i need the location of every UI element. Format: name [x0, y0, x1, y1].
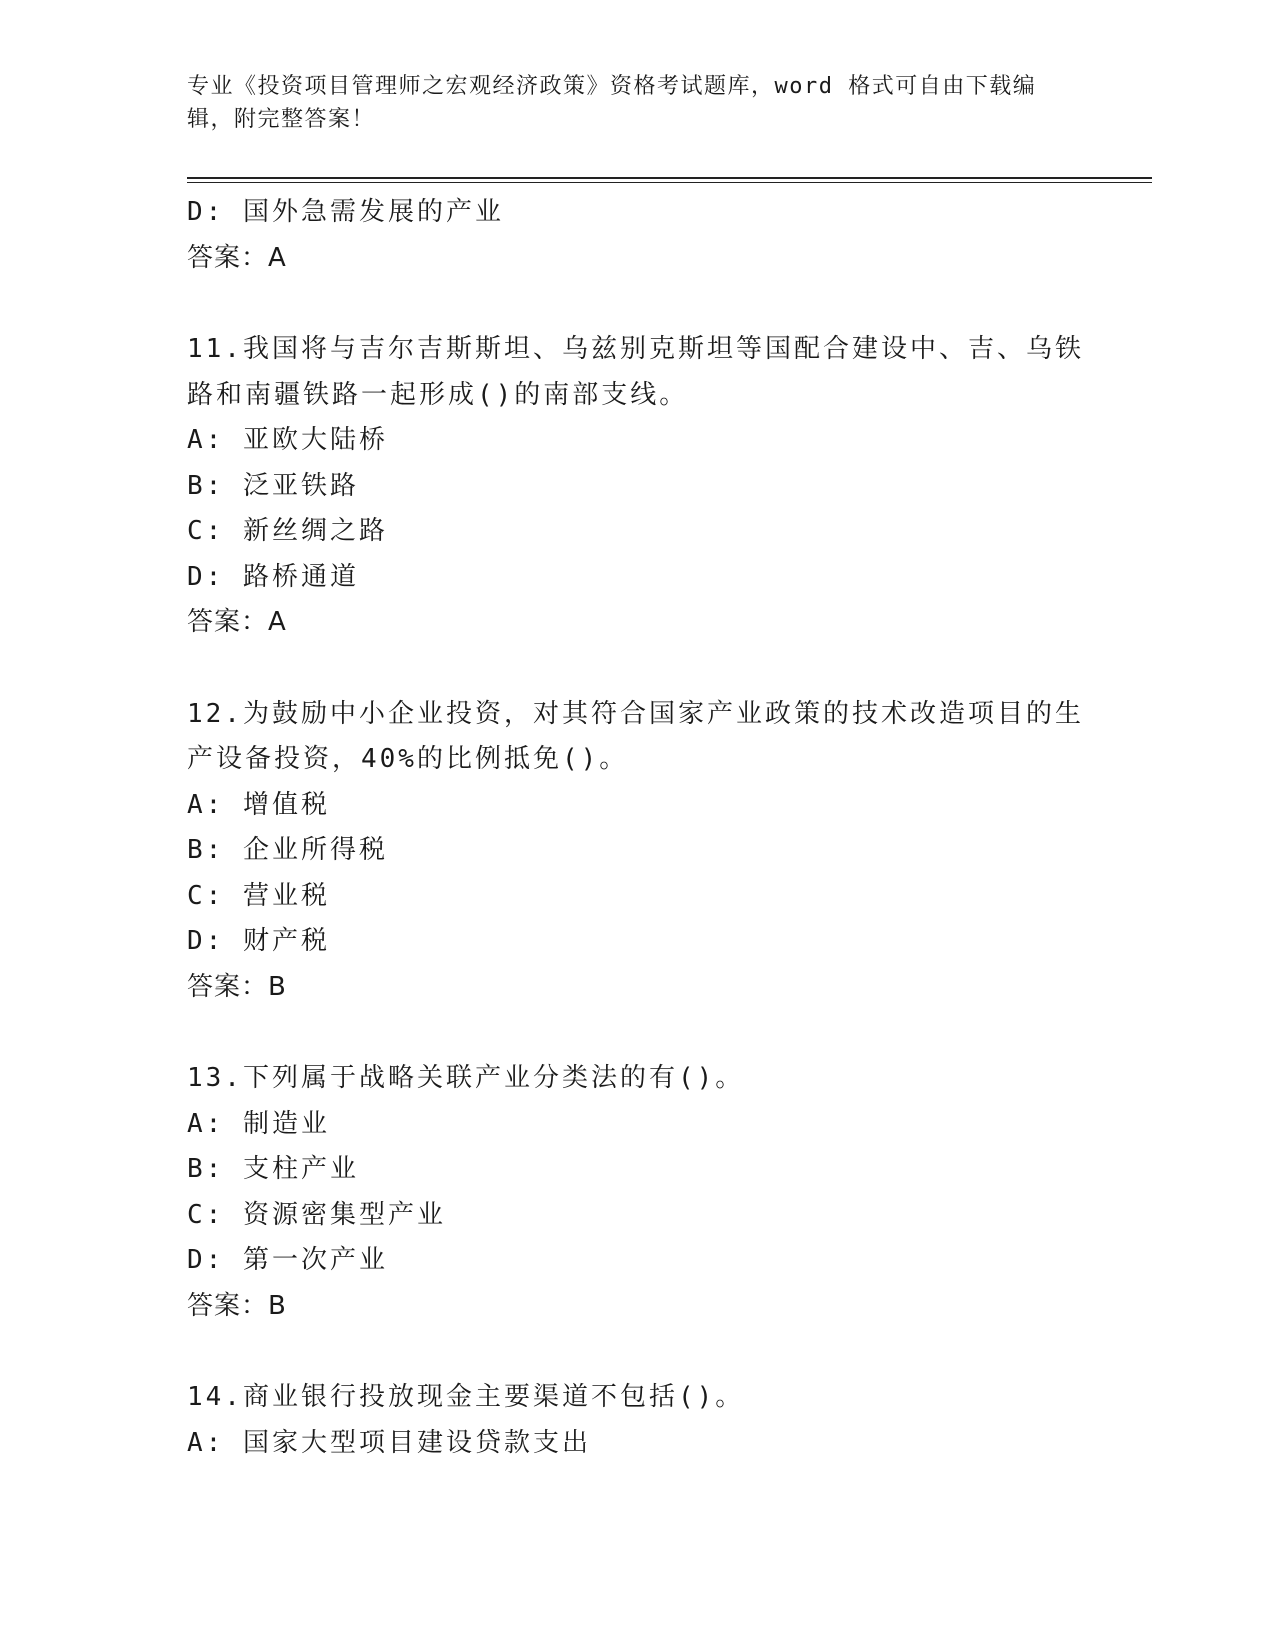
question-list [187, 190, 1087, 1466]
option-a: A: 增值税 [187, 789, 330, 820]
question-stem-cont: 产设备投资，40%的比例抵免()。 [187, 744, 629, 774]
question-stem-cont: 路和南疆铁路一起形成()的南部支线。 [187, 379, 689, 410]
answer-line: 答案：B [187, 1290, 287, 1321]
option-a: A: 亚欧大陆桥 [187, 425, 388, 455]
document-header [187, 70, 1067, 136]
option-c: C: 营业税 [187, 880, 330, 911]
option-d: D: 财产税 [187, 926, 330, 956]
question-stem: 11.我国将与吉尔吉斯斯坦、乌兹别克斯坦等国配合建设中、吉、乌铁 [187, 334, 1084, 364]
option-b: B: 泛亚铁路 [187, 470, 359, 501]
option-d: D: 路桥通道 [187, 561, 359, 592]
question-stem: 12.为鼓励中小企业投资，对其符合国家产业政策的技术改造项目的生 [187, 698, 1084, 729]
question-block [187, 1056, 1087, 1329]
header-divider-thin [187, 182, 1152, 183]
option-d: D: 第一次产业 [187, 1245, 388, 1275]
answer-line: 答案：A [187, 607, 287, 637]
question-block [187, 692, 1087, 1011]
answer-line: 答案：A [187, 242, 287, 273]
answer-line: 答案：B [187, 971, 287, 1002]
option-d: D: 国外急需发展的产业 [187, 197, 504, 227]
option-c: C: 资源密集型产业 [187, 1199, 446, 1230]
option-c: C: 新丝绸之路 [187, 516, 388, 546]
option-b: B: 企业所得税 [187, 835, 388, 865]
header-divider-thick [187, 177, 1152, 179]
option-a: A: 国家大型项目建设贷款支出 [187, 1427, 591, 1458]
option-b: B: 支柱产业 [187, 1154, 359, 1184]
header-line-1: 专业《投资项目管理师之宏观经济政策》资格考试题库，word 格式可自由下载编 [187, 74, 1037, 99]
question-stem: 14.商业银行投放现金主要渠道不包括()。 [187, 1382, 745, 1412]
question-block [187, 327, 1087, 646]
option-a: A: 制造业 [187, 1108, 330, 1139]
question-block [187, 1375, 1087, 1466]
question-stem: 13.下列属于战略关联产业分类法的有()。 [187, 1063, 745, 1093]
header-line-2: 辑，附完整答案！ [187, 107, 376, 132]
